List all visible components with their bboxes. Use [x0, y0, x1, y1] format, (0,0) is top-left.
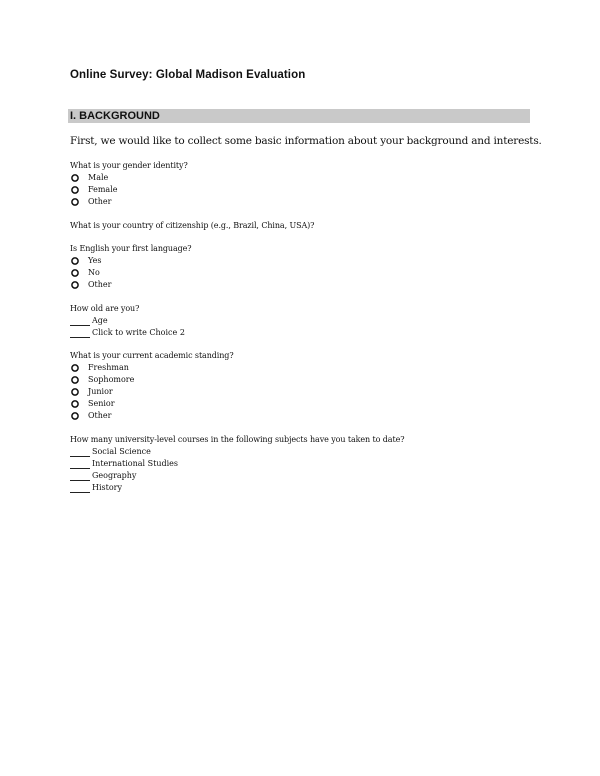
blank-age[interactable] — [70, 315, 185, 327]
option-senior[interactable] — [70, 398, 234, 410]
fill-in-blank-line[interactable] — [70, 317, 90, 326]
question-age — [70, 303, 185, 339]
radio-button-icon[interactable] — [70, 400, 79, 409]
option-other[interactable] — [70, 279, 191, 291]
question-english-first-language — [70, 243, 191, 291]
blank-label: Social Science — [92, 447, 151, 456]
radio-button-icon[interactable] — [70, 364, 79, 373]
question-text: What is your current academic standing? — [70, 351, 234, 360]
fill-in-blank-line[interactable] — [70, 472, 90, 481]
fill-in-blank-line[interactable] — [70, 484, 90, 493]
radio-button-icon[interactable] — [70, 198, 79, 207]
question-gender — [70, 160, 188, 208]
option-freshman[interactable] — [70, 362, 234, 374]
radio-button-icon[interactable] — [70, 388, 79, 397]
blank-social-science[interactable] — [70, 446, 404, 458]
blank-choice-2[interactable] — [70, 327, 185, 339]
radio-button-icon[interactable] — [70, 186, 79, 195]
radio-button-icon[interactable] — [70, 269, 79, 278]
blank-label: Click to write Choice 2 — [92, 328, 185, 337]
option-yes[interactable] — [70, 255, 191, 267]
option-label: Sophomore — [88, 375, 135, 384]
option-male[interactable] — [70, 172, 188, 184]
question-text: How many university-level courses in the following subjects have you taken to date? — [70, 435, 405, 444]
blank-label: Geography — [92, 471, 137, 480]
question-courses-taken — [70, 434, 404, 494]
option-other[interactable] — [70, 410, 234, 422]
blank-label: Age — [92, 316, 108, 325]
question-text: What is your country of citizenship (e.g., Brazil, China, USA)? — [70, 221, 315, 230]
option-other[interactable] — [70, 196, 188, 208]
option-no[interactable] — [70, 267, 191, 279]
radio-button-icon[interactable] — [70, 174, 79, 183]
option-sophomore[interactable] — [70, 374, 234, 386]
option-label: Junior — [88, 387, 113, 396]
fill-in-blank-line[interactable] — [70, 329, 90, 338]
option-label: Female — [88, 185, 118, 194]
option-label: Other — [88, 411, 112, 420]
option-female[interactable] — [70, 184, 188, 196]
blank-international-studies[interactable] — [70, 458, 404, 470]
question-citizenship — [70, 220, 314, 232]
option-label: Freshman — [88, 363, 129, 372]
radio-button-icon[interactable] — [70, 376, 79, 385]
blank-geography[interactable] — [70, 470, 404, 482]
option-label: Other — [88, 280, 112, 289]
question-academic-standing — [70, 350, 234, 422]
radio-button-icon[interactable] — [70, 257, 79, 266]
blank-label: International Studies — [92, 459, 178, 468]
blank-history[interactable] — [70, 482, 404, 494]
option-junior[interactable] — [70, 386, 234, 398]
option-label: Yes — [88, 256, 102, 265]
page-title: Online Survey: Global Madison Evaluation — [70, 69, 306, 81]
question-text: How old are you? — [70, 304, 140, 313]
question-text: Is English your first language? — [70, 244, 192, 253]
option-label: Senior — [88, 399, 115, 408]
radio-button-icon[interactable] — [70, 281, 79, 290]
option-label: Male — [88, 173, 109, 182]
section-title: I. BACKGROUND — [70, 110, 160, 122]
blank-label: History — [92, 483, 123, 492]
option-label: No — [88, 268, 100, 277]
fill-in-blank-line[interactable] — [70, 448, 90, 457]
option-label: Other — [88, 197, 112, 206]
intro-text: First, we would like to collect some basic information about your background and interests. — [70, 135, 542, 147]
question-text: What is your gender identity? — [70, 161, 188, 170]
radio-button-icon[interactable] — [70, 412, 79, 421]
fill-in-blank-line[interactable] — [70, 460, 90, 469]
